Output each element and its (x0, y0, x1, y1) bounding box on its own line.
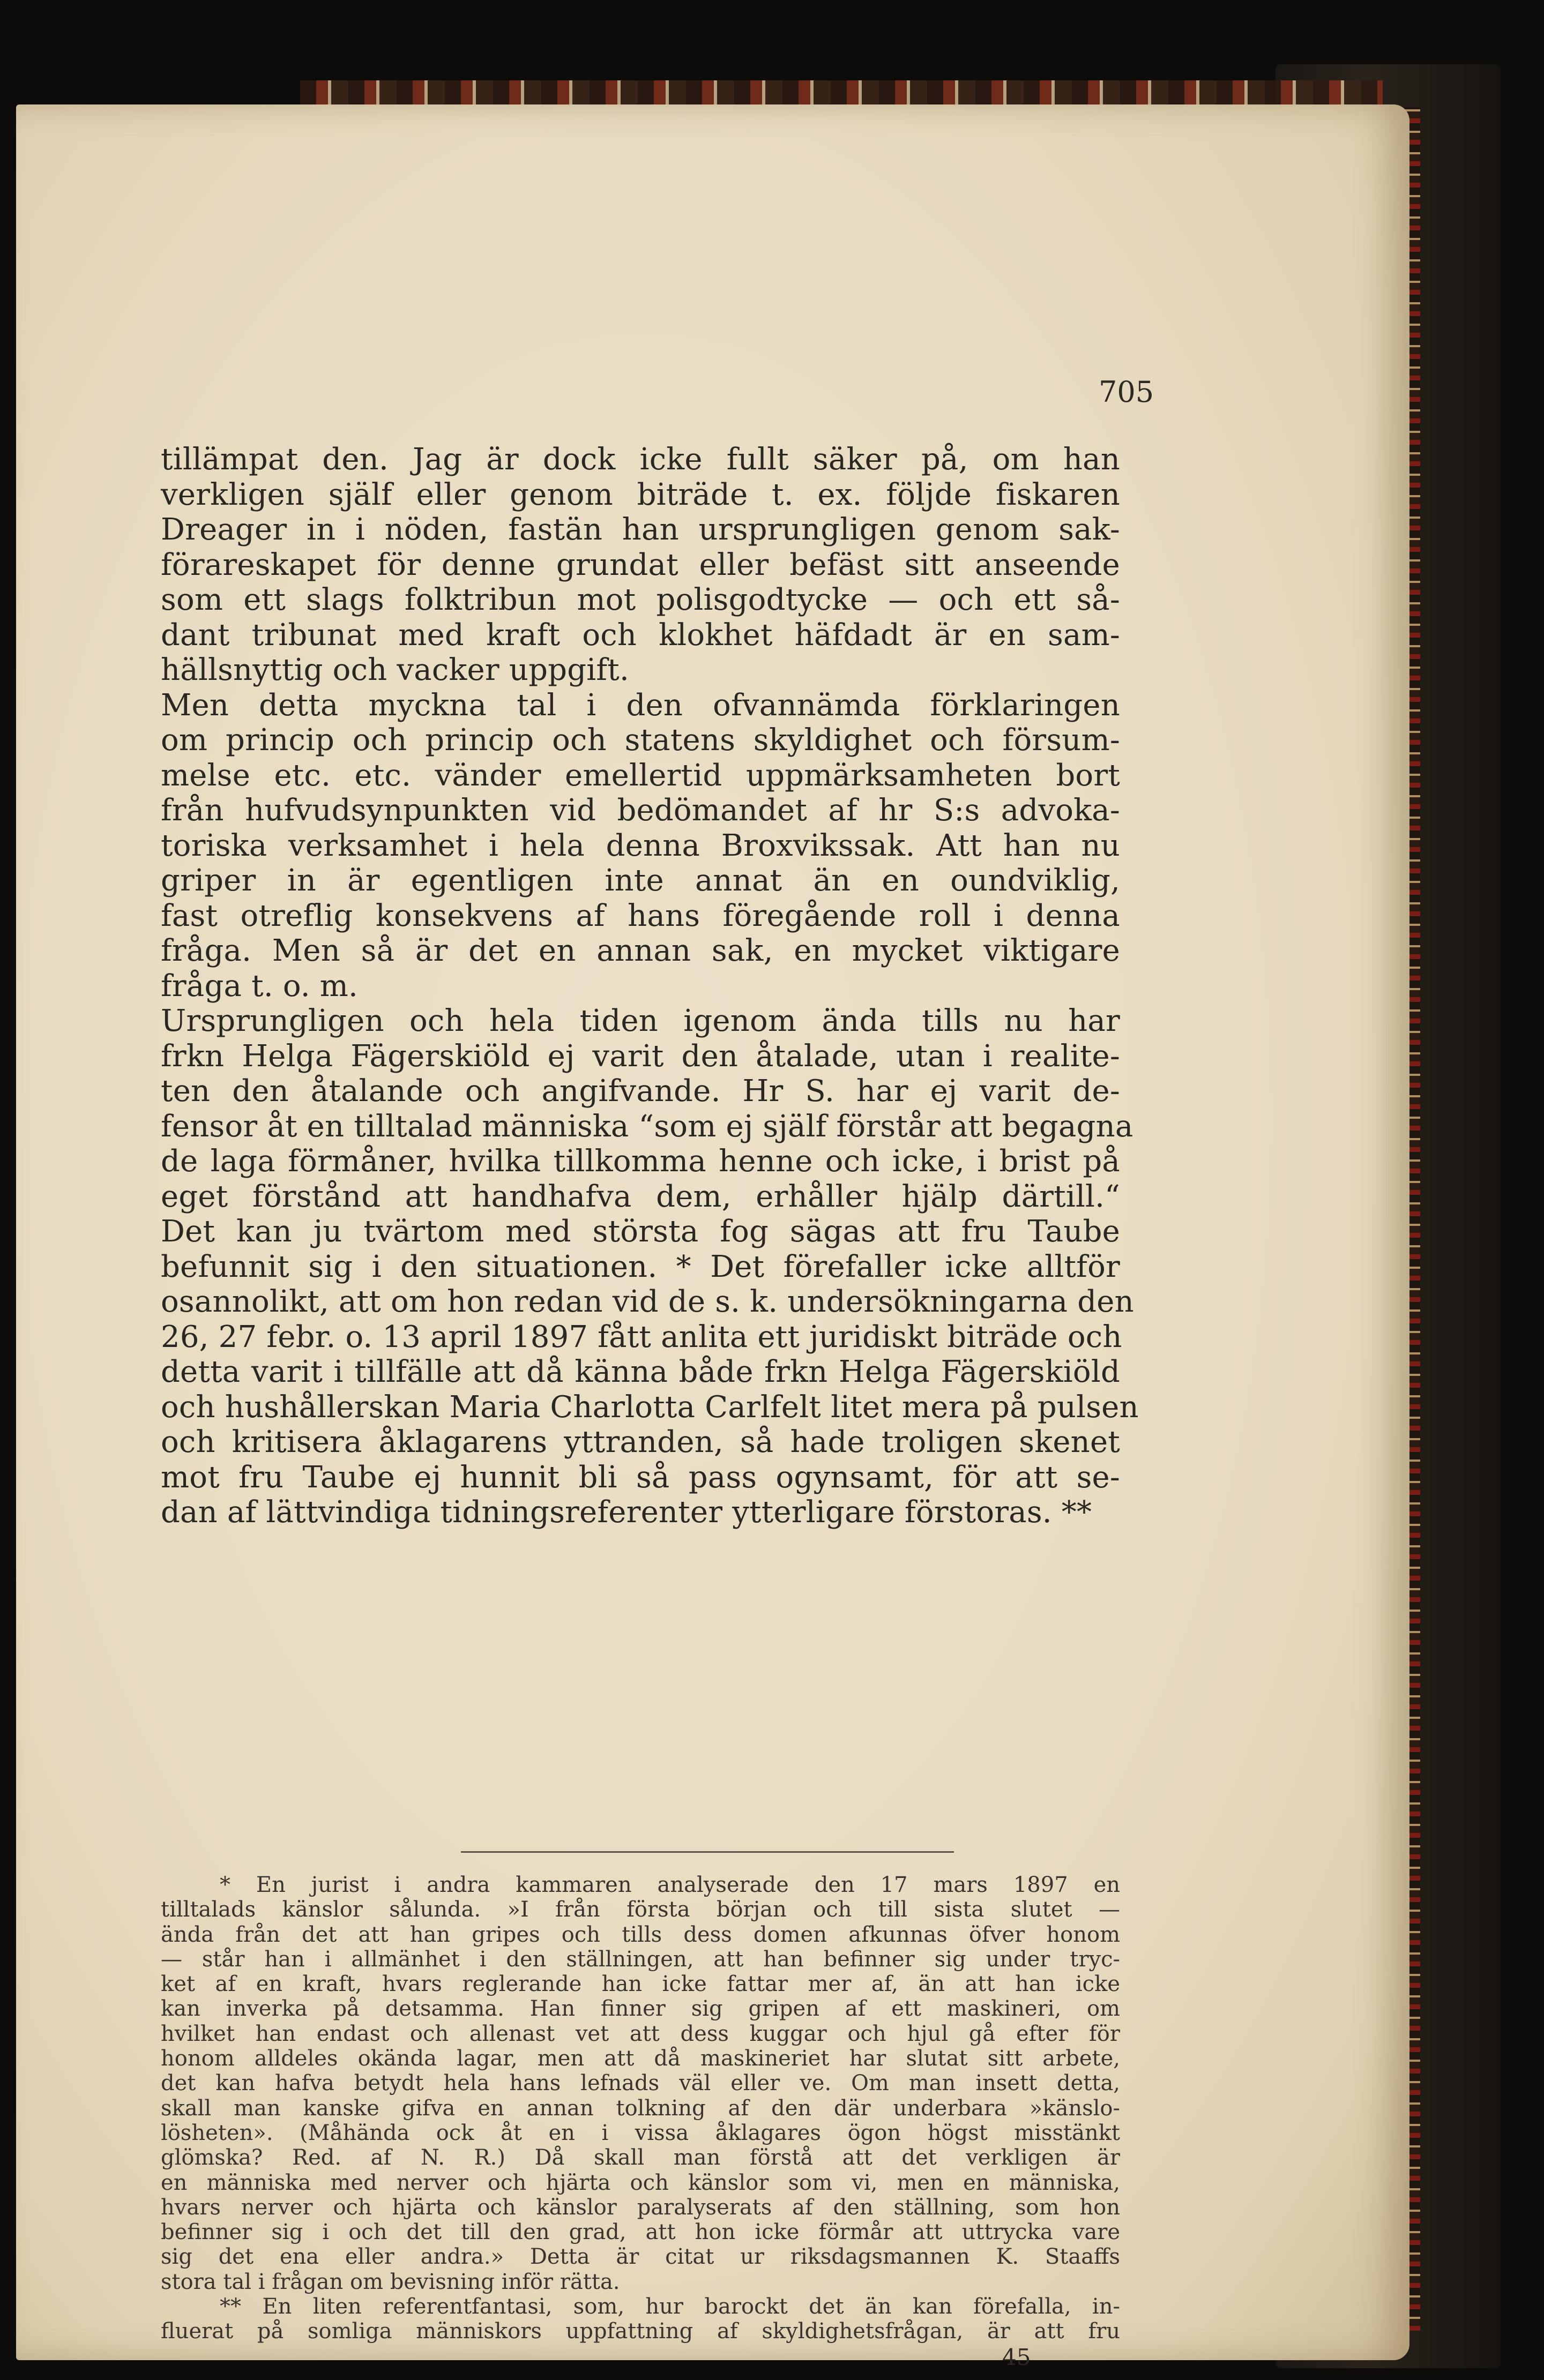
footnote-line: skall man kanske gifva en annan tolkning af den där underbara »känslo- (161, 2095, 1120, 2121)
body-line: från hufvudsynpunkten vid bedömandet af hr S:s advoka- (161, 793, 1120, 828)
body-line: fast otreflig konsekvens af hans föregående roll i denna (161, 898, 1120, 933)
body-line: de laga förmåner, hvilka tillkomma henne och icke, i brist på (161, 1144, 1120, 1179)
body-line: fråga. Men så är det en annan sak, en mycket viktigare (161, 933, 1120, 968)
body-line: tillämpat den. Jag är dock icke fullt säker på, om han (161, 442, 1120, 477)
body-line: dan af lättvindiga tidningsreferenter ytterligare förstoras. ** (161, 1495, 1092, 1530)
body-line: dant tribunat med kraft och klokhet häfdadt är en sam- (161, 617, 1120, 653)
body-line: toriska verksamhet i hela denna Broxvikssak. Att han nu (161, 828, 1120, 863)
body-text (161, 442, 1139, 1530)
footnote-line: det kan hafva betydt hela hans lefnads väl eller ve. Om man insett detta, (161, 2071, 1120, 2096)
body-line: fensor åt en tilltalad människa “som ej själf förstår att begagna (161, 1109, 1133, 1144)
signature-mark: 45 (1002, 2344, 1031, 2370)
footnote-line: ända från det att han gripes och tills dess domen afkunnas öfver honom (161, 1922, 1120, 1947)
footnote-line: kan inverka på detsamma. Han finner sig gripen af ett maskineri, om (161, 1996, 1120, 2022)
body-line: mot fru Taube ej hunnit bli så pass ogynsamt, för att se- (161, 1460, 1120, 1495)
footnote-line: lösheten». (Måhända ock åt en i vissa åklagares ögon högst misstänkt (161, 2120, 1120, 2145)
body-line: hällsnyttig och vacker uppgift. (161, 653, 630, 687)
body-line: 26, 27 febr. o. 13 april 1897 fått anlita ett juridiskt biträde och (161, 1319, 1122, 1354)
footnote-line: stora tal i frågan om bevisning inför rätta. (161, 2269, 620, 2294)
footnote-line: sig det ena eller andra.» Detta är citat ur riksdagsmannen K. Staaffs (161, 2244, 1120, 2270)
body-line: Det kan ju tvärtom med största fog sägas att fru Taube (161, 1214, 1120, 1249)
footnote-line: ** En liten referentfantasi, som, hur barockt det än kan förefalla, in- (220, 2294, 1120, 2319)
footnote-rule (461, 1851, 954, 1853)
body-line: om princip och princip och statens skyldighet och försum- (161, 723, 1120, 758)
body-line: förareskapet för denne grundat eller befäst sitt anseende (161, 547, 1120, 582)
footnotes (161, 1873, 1120, 2344)
footnote-line: fluerat på somliga människors uppfattning af skyldighetsfrågan, är att fru (161, 2319, 1120, 2344)
body-line: och hushållerskan Maria Charlotta Carlfelt litet mera på pulsen (161, 1389, 1139, 1425)
body-line: griper in är egentligen inte annat än en oundviklig, (161, 863, 1120, 898)
body-line: Men detta myckna tal i den ofvannämda förklaringen (161, 687, 1120, 723)
footnote-line: ket af en kraft, hvars reglerande han icke fattar mer af, än att han icke (161, 1972, 1120, 1997)
body-line: som ett slags folktribun mot polisgodtycke — och ett så- (161, 582, 1120, 617)
footnote-line: tilltalads känslor sålunda. »I från första början och till sista slutet — (161, 1897, 1120, 1922)
body-line: osannolikt, att om hon redan vid de s. k. undersökningarna den (161, 1284, 1134, 1319)
footnote-line: honom alldeles okända lagar, men att då maskineriet har slutat sitt arbete, (161, 2046, 1120, 2071)
page-number: 705 (1099, 375, 1154, 409)
footnote-line: hvilket han endast och allenast vet att dess kuggar och hjul gå efter för (161, 2021, 1120, 2046)
body-line: Dreager in i nöden, fastän han ursprungligen genom sak- (161, 512, 1120, 547)
body-line: ten den åtalande och angifvande. Hr S. har ej varit de- (161, 1074, 1120, 1109)
body-line: frkn Helga Fägerskiöld ej varit den åtalade, utan i realite- (161, 1038, 1120, 1074)
body-line: befunnit sig i den situationen. * Det förefaller icke alltför (161, 1249, 1120, 1284)
body-line: Ursprungligen och hela tiden igenom ända tills nu har (161, 1004, 1120, 1038)
book-page (16, 104, 1409, 2370)
body-line: eget förstånd att handhafva dem, erhåller hjälp därtill.“ (161, 1179, 1120, 1214)
body-line: detta varit i tillfälle att då känna både frkn Helga Fägerskiöld (161, 1354, 1120, 1389)
footnote-line: * En jurist i andra kammaren analyserade den 17 mars 1897 en (220, 1873, 1120, 1897)
body-line: fråga t. o. m. (161, 968, 359, 1004)
footnote-line: hvars nerver och hjärta och känslor paralyserats af den ställning, som hon (161, 2195, 1120, 2220)
footnote-line: — står han i allmänhet i den ställningen, att han befinner sig under tryc- (161, 1947, 1120, 1972)
footnote-line: glömska? Red. af N. R.) Då skall man förstå att det verkligen är (161, 2145, 1120, 2171)
body-line: verkligen själf eller genom biträde t. ex. följde fiskaren (161, 477, 1120, 512)
body-line: melse etc. etc. vänder emellertid uppmärksamheten bort (161, 758, 1120, 793)
body-line: och kritisera åklagarens yttranden, så hade troligen skenet (161, 1425, 1120, 1460)
footnote-line: en människa med nerver och hjärta och känslor som vi, men en människa, (161, 2170, 1120, 2195)
footnote-line: befinner sig i och det till den grad, att hon icke förmår att uttrycka vare (161, 2220, 1120, 2245)
